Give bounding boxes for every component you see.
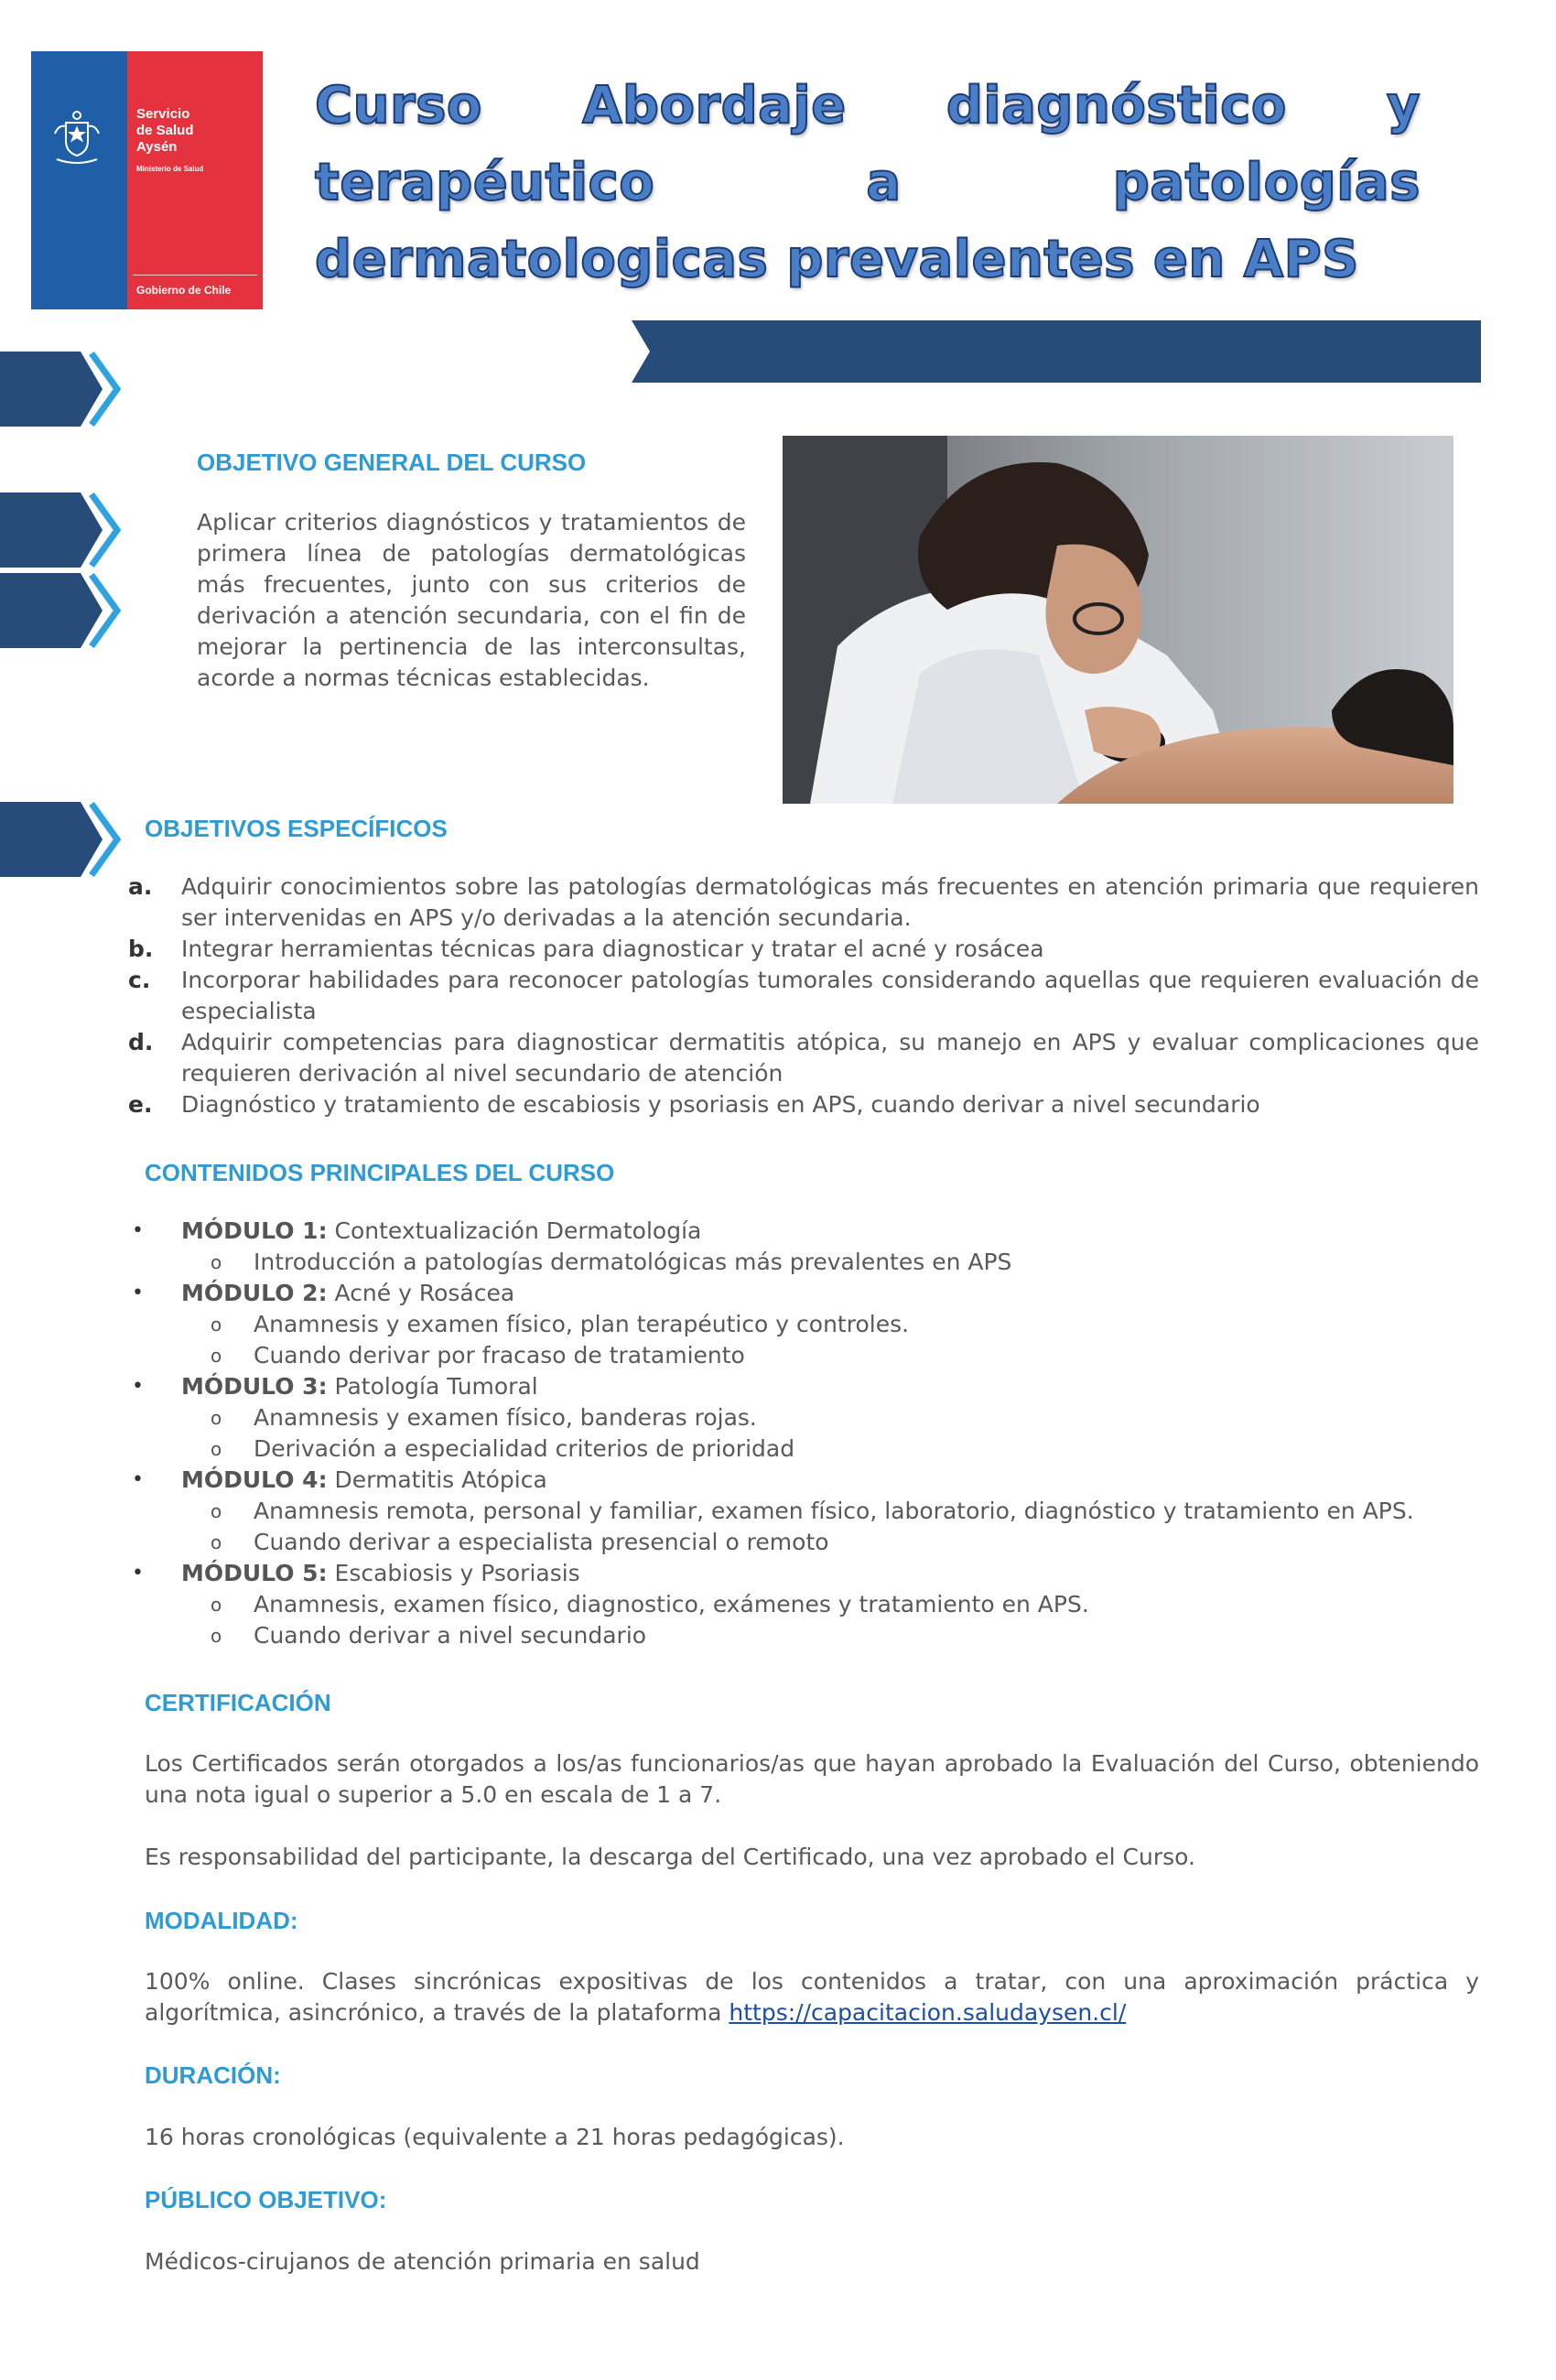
objective-item <box>128 934 1479 965</box>
logo-gobierno: Gobierno de Chile <box>136 284 232 297</box>
photo-illustration <box>783 436 1453 804</box>
bullet-icon: • <box>132 1562 144 1585</box>
modality-description: 100% online. Clases sincrónicas expositivas de los contenidos a tratar, con una aproximación práctica y algorítmica, asincrónico, a través de la plataforma <box>145 1968 1479 2026</box>
module-subitem <box>128 1496 1479 1527</box>
module-sublist <box>128 1309 1479 1371</box>
circle-bullet-icon: o <box>211 1625 222 1647</box>
duration-text: 16 horas cronológicas (equivalente a 21 horas pedagógicas). <box>145 2124 845 2150</box>
objective-letter: c. <box>128 967 151 993</box>
module-subitem-text: Anamnesis y examen físico, banderas rojas. <box>254 1404 757 1431</box>
audience-text: Médicos-cirujanos de atención primaria en salud <box>145 2248 700 2275</box>
certification-heading: CERTIFICACIÓN <box>145 1689 331 1716</box>
objective-text: Diagnóstico y tratamiento de escabiosis y psoriasis en APS, cuando derivar a nivel secundario <box>181 1091 1260 1118</box>
chevron-arrow-icon <box>0 492 128 568</box>
module-subitem-text: Cuando derivar por fracaso de tratamiento <box>254 1342 745 1368</box>
bullet-icon: • <box>132 1468 144 1491</box>
objective-letter: d. <box>128 1029 154 1055</box>
chevron-arrow-icon <box>0 802 128 877</box>
module-sublist <box>128 1402 1479 1465</box>
module-subitem-text: Anamnesis remota, personal y familiar, examen físico, laboratorio, diagnóstico y tratamiento en APS. <box>254 1498 1414 1524</box>
logo-ministry: Ministerio de Salud <box>136 165 204 173</box>
circle-bullet-icon: o <box>211 1407 222 1429</box>
module-subitem-text: Anamnesis, examen físico, diagnostico, exámenes y tratamiento en APS. <box>254 1591 1089 1617</box>
contents-heading: CONTENIDOS PRINCIPALES DEL CURSO <box>145 1159 615 1186</box>
module-subitem-text: Cuando derivar a especialista presencial o remoto <box>254 1529 829 1555</box>
module-name: Escabiosis y Psoriasis <box>327 1560 580 1586</box>
circle-bullet-icon: o <box>211 1438 222 1460</box>
circle-bullet-icon: o <box>211 1531 222 1553</box>
module-sublist <box>128 1247 1479 1278</box>
module-name: Patología Tumoral <box>327 1373 538 1400</box>
general-objective-heading: OBJETIVO GENERAL DEL CURSO <box>197 449 587 476</box>
module-subitem <box>128 1620 1479 1651</box>
logo-divider <box>133 275 257 276</box>
bullet-icon: • <box>132 1375 144 1398</box>
logo-text <box>136 106 194 156</box>
objective-text: Integrar herramientas técnicas para diagnosticar y tratar el acné y rosácea <box>181 936 1044 962</box>
module-subitem-text: Derivación a especialidad criterios de prioridad <box>254 1435 795 1462</box>
module-sublist <box>128 1496 1479 1558</box>
certification-text-2: Es responsabilidad del participante, la descarga del Certificado, una vez aprobado el Curso. <box>145 1844 1195 1870</box>
logo-line1: Servicio <box>136 106 190 122</box>
objective-item <box>128 871 1479 934</box>
circle-bullet-icon: o <box>211 1251 222 1273</box>
module-name: Dermatitis Atópica <box>327 1466 547 1493</box>
module-label: MÓDULO 2: <box>181 1280 328 1306</box>
modality-heading: MODALIDAD: <box>145 1907 298 1934</box>
logo-red-panel <box>127 51 263 309</box>
objective-letter: a. <box>128 873 153 900</box>
module-subitem <box>128 1589 1479 1620</box>
modality-text <box>145 1966 1479 2028</box>
objective-item <box>128 1027 1479 1089</box>
specific-objectives-heading: OBJETIVOS ESPECÍFICOS <box>145 815 448 842</box>
specific-objectives-list <box>128 871 1479 1120</box>
module-label: MÓDULO 4: <box>181 1466 328 1493</box>
certification-text-1: Los Certificados serán otorgados a los/as funcionarios/as que hayan aprobado la Evaluación del Curso, obteniendo una nota igual o superior a 5.0 en escala de 1 a 7. <box>145 1750 1479 1808</box>
objective-letter: b. <box>128 936 154 962</box>
module-sublist <box>128 1589 1479 1651</box>
chevron-arrow-icon <box>0 573 128 648</box>
page-title: Curso Abordaje diagnóstico y terapéutico a patologías dermatologicas prevalentes en APS <box>315 76 1421 289</box>
audience-heading: PÚBLICO OBJETIVO: <box>145 2186 387 2213</box>
module-item <box>128 1216 1479 1247</box>
objective-item <box>128 965 1479 1027</box>
circle-bullet-icon: o <box>211 1345 222 1367</box>
module-subitem-text: Cuando derivar a nivel secundario <box>254 1622 647 1649</box>
bullet-icon: • <box>132 1219 144 1242</box>
module-item <box>128 1558 1479 1589</box>
modules-list <box>128 1216 1479 1651</box>
module-item <box>128 1465 1479 1496</box>
module-subitem-text: Anamnesis y examen físico, plan terapéutico y controles. <box>254 1311 910 1337</box>
module-subitem <box>128 1340 1479 1371</box>
servicio-salud-logo <box>31 51 263 309</box>
module-subitem <box>128 1247 1479 1278</box>
general-objective-text: Aplicar criterios diagnósticos y tratamientos de primera línea de patologías dermatológicas más frecuentes, junto con sus criterios de derivación a atención secundaria, con el fin de mejorar la pertinencia de las interconsultas, acorde a normas técnicas establecidas. <box>197 509 746 691</box>
circle-bullet-icon: o <box>211 1500 222 1522</box>
module-subitem <box>128 1402 1479 1433</box>
circle-bullet-icon: o <box>211 1314 222 1336</box>
objective-text: Adquirir competencias para diagnosticar dermatitis atópica, su manejo en APS y evaluar complicaciones que requieren derivación al nivel secundario de atención <box>181 1029 1479 1087</box>
objective-text: Incorporar habilidades para reconocer patologías tumorales considerando aquellas que requieren evaluación de especialista <box>181 967 1479 1024</box>
module-name: Contextualización Dermatología <box>327 1217 702 1244</box>
objective-item <box>128 1089 1479 1120</box>
dermatoscopy-photo <box>783 436 1453 804</box>
bullet-icon: • <box>132 1282 144 1304</box>
circle-bullet-icon: o <box>211 1594 222 1616</box>
chevron-arrow-icon <box>0 352 128 427</box>
logo-line2: de Salud <box>136 123 194 138</box>
module-subitem <box>128 1527 1479 1558</box>
module-name: Acné y Rosácea <box>327 1280 515 1306</box>
module-subitem <box>128 1309 1479 1340</box>
platform-link[interactable]: https://capacitacion.saludaysen.cl/ <box>729 1999 1127 2026</box>
logo-blue-panel <box>31 51 127 309</box>
module-label: MÓDULO 3: <box>181 1373 328 1400</box>
header-banner <box>632 320 1481 383</box>
module-item <box>128 1371 1479 1402</box>
module-label: MÓDULO 5: <box>181 1560 328 1586</box>
objective-text: Adquirir conocimientos sobre las patologías dermatológicas más frecuentes en atención primaria que requieren ser intervenidas en APS y/o derivadas a la atención secundaria. <box>181 873 1479 931</box>
logo-line3: Aysén <box>136 139 178 155</box>
module-label: MÓDULO 1: <box>181 1217 328 1244</box>
module-subitem-text: Introducción a patologías dermatológicas más prevalentes en APS <box>254 1249 1012 1275</box>
module-item <box>128 1278 1479 1309</box>
coat-of-arms-icon <box>49 106 104 170</box>
duration-heading: DURACIÓN: <box>145 2061 281 2089</box>
module-subitem <box>128 1433 1479 1465</box>
objective-letter: e. <box>128 1091 153 1118</box>
